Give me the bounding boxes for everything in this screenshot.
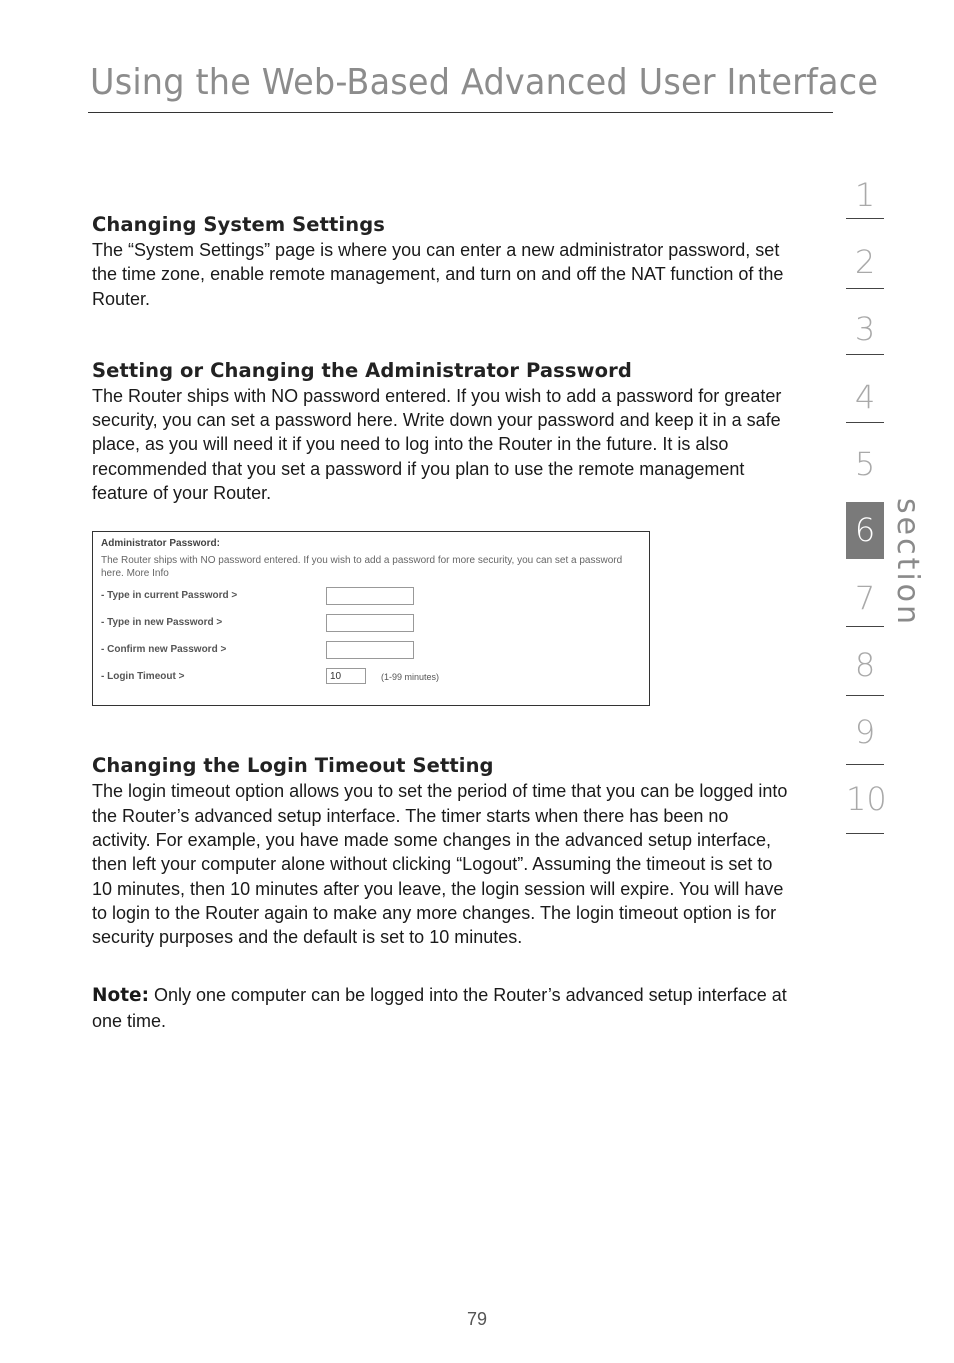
nav-divider	[846, 354, 884, 355]
nav-divider	[846, 218, 884, 219]
screenshot-description: The Router ships with NO password entered. If you wish to add a password for more security, you can set a password here. More Info	[101, 555, 623, 580]
section-admin-password	[92, 358, 792, 505]
admin-password-screenshot	[92, 531, 650, 706]
section-system-settings	[92, 212, 792, 311]
page-header-title: Using the Web-Based Advanced User Interface	[90, 62, 879, 103]
nav-divider	[846, 695, 884, 696]
section-nav-item-6-active: 6	[846, 502, 884, 559]
section-body: The login timeout option allows you to set the period of time that you can be logged into the Router’s advanced setup interface. The timer starts when there has been no activity. For example, you have made some changes in the advanced setup interface, then left your computer alone without clicking “Logout”. Assuming the timeout is set to 10 minutes, then 10 minutes after you leave, the login session will expire. You will have to login to the Router again to make any more changes. The login timeout option is for security purposes and the default is set to 10 minutes.	[92, 781, 788, 948]
section-nav-item-10: 10	[846, 780, 887, 818]
main-content	[92, 212, 792, 1033]
current-password-input[interactable]	[326, 587, 414, 605]
timeout-unit: (1-99 minutes)	[381, 672, 440, 683]
nav-divider	[846, 626, 884, 627]
login-timeout-row	[101, 668, 641, 686]
section-nav-item-7: 7	[854, 579, 876, 617]
note-paragraph	[92, 983, 792, 1033]
section-vertical-label: section	[890, 498, 925, 628]
field-label: - Type in current Password >	[101, 590, 238, 602]
new-password-row	[101, 614, 641, 632]
page-number: 79	[466, 1309, 488, 1329]
nav-divider	[846, 288, 884, 289]
section-heading: Setting or Changing the Administrator Password	[92, 358, 632, 382]
current-password-row	[101, 587, 641, 605]
section-nav-item-5: 5	[854, 445, 876, 483]
section-body: The Router ships with NO password entered. If you wish to add a password for greater security, you can set a password here. Write down your password and keep it in a safe place, as you will need it if you need to log into the Router in the future. It is also recommended that you set a password if you plan to use the remote management feature of your Router.	[92, 385, 782, 504]
field-label: - Confirm new Password >	[101, 644, 227, 656]
section-heading: Changing System Settings	[92, 213, 385, 236]
section-nav-item-4: 4	[854, 378, 876, 416]
nav-divider	[846, 764, 884, 765]
confirm-password-input[interactable]	[326, 641, 414, 659]
section-nav-item-9: 9	[854, 713, 876, 751]
section-login-timeout	[92, 753, 792, 949]
section-nav-item-8: 8	[854, 646, 876, 684]
section-body: The “System Settings” page is where you can enter a new administrator password, set the time zone, enable remote management, and turn on and off the NAT function of the Router.	[92, 240, 784, 309]
confirm-password-row	[101, 641, 641, 659]
section-nav-item-1: 1	[854, 176, 876, 214]
screenshot-title: Administrator Password:	[101, 538, 220, 550]
new-password-input[interactable]	[326, 614, 414, 632]
section-nav-item-2: 2	[854, 243, 876, 281]
note-label: Note:	[92, 985, 149, 1007]
login-timeout-input[interactable]: 10	[326, 668, 366, 684]
nav-divider	[846, 422, 884, 423]
header-divider	[88, 112, 833, 113]
nav-divider	[846, 833, 884, 834]
field-label: - Type in new Password >	[101, 617, 223, 629]
section-nav-item-3: 3	[854, 310, 876, 348]
section-heading: Changing the Login Timeout Setting	[92, 754, 494, 778]
field-label: - Login Timeout >	[101, 671, 185, 683]
note-text: Only one computer can be logged into the Router’s advanced setup interface at one time.	[92, 985, 787, 1031]
